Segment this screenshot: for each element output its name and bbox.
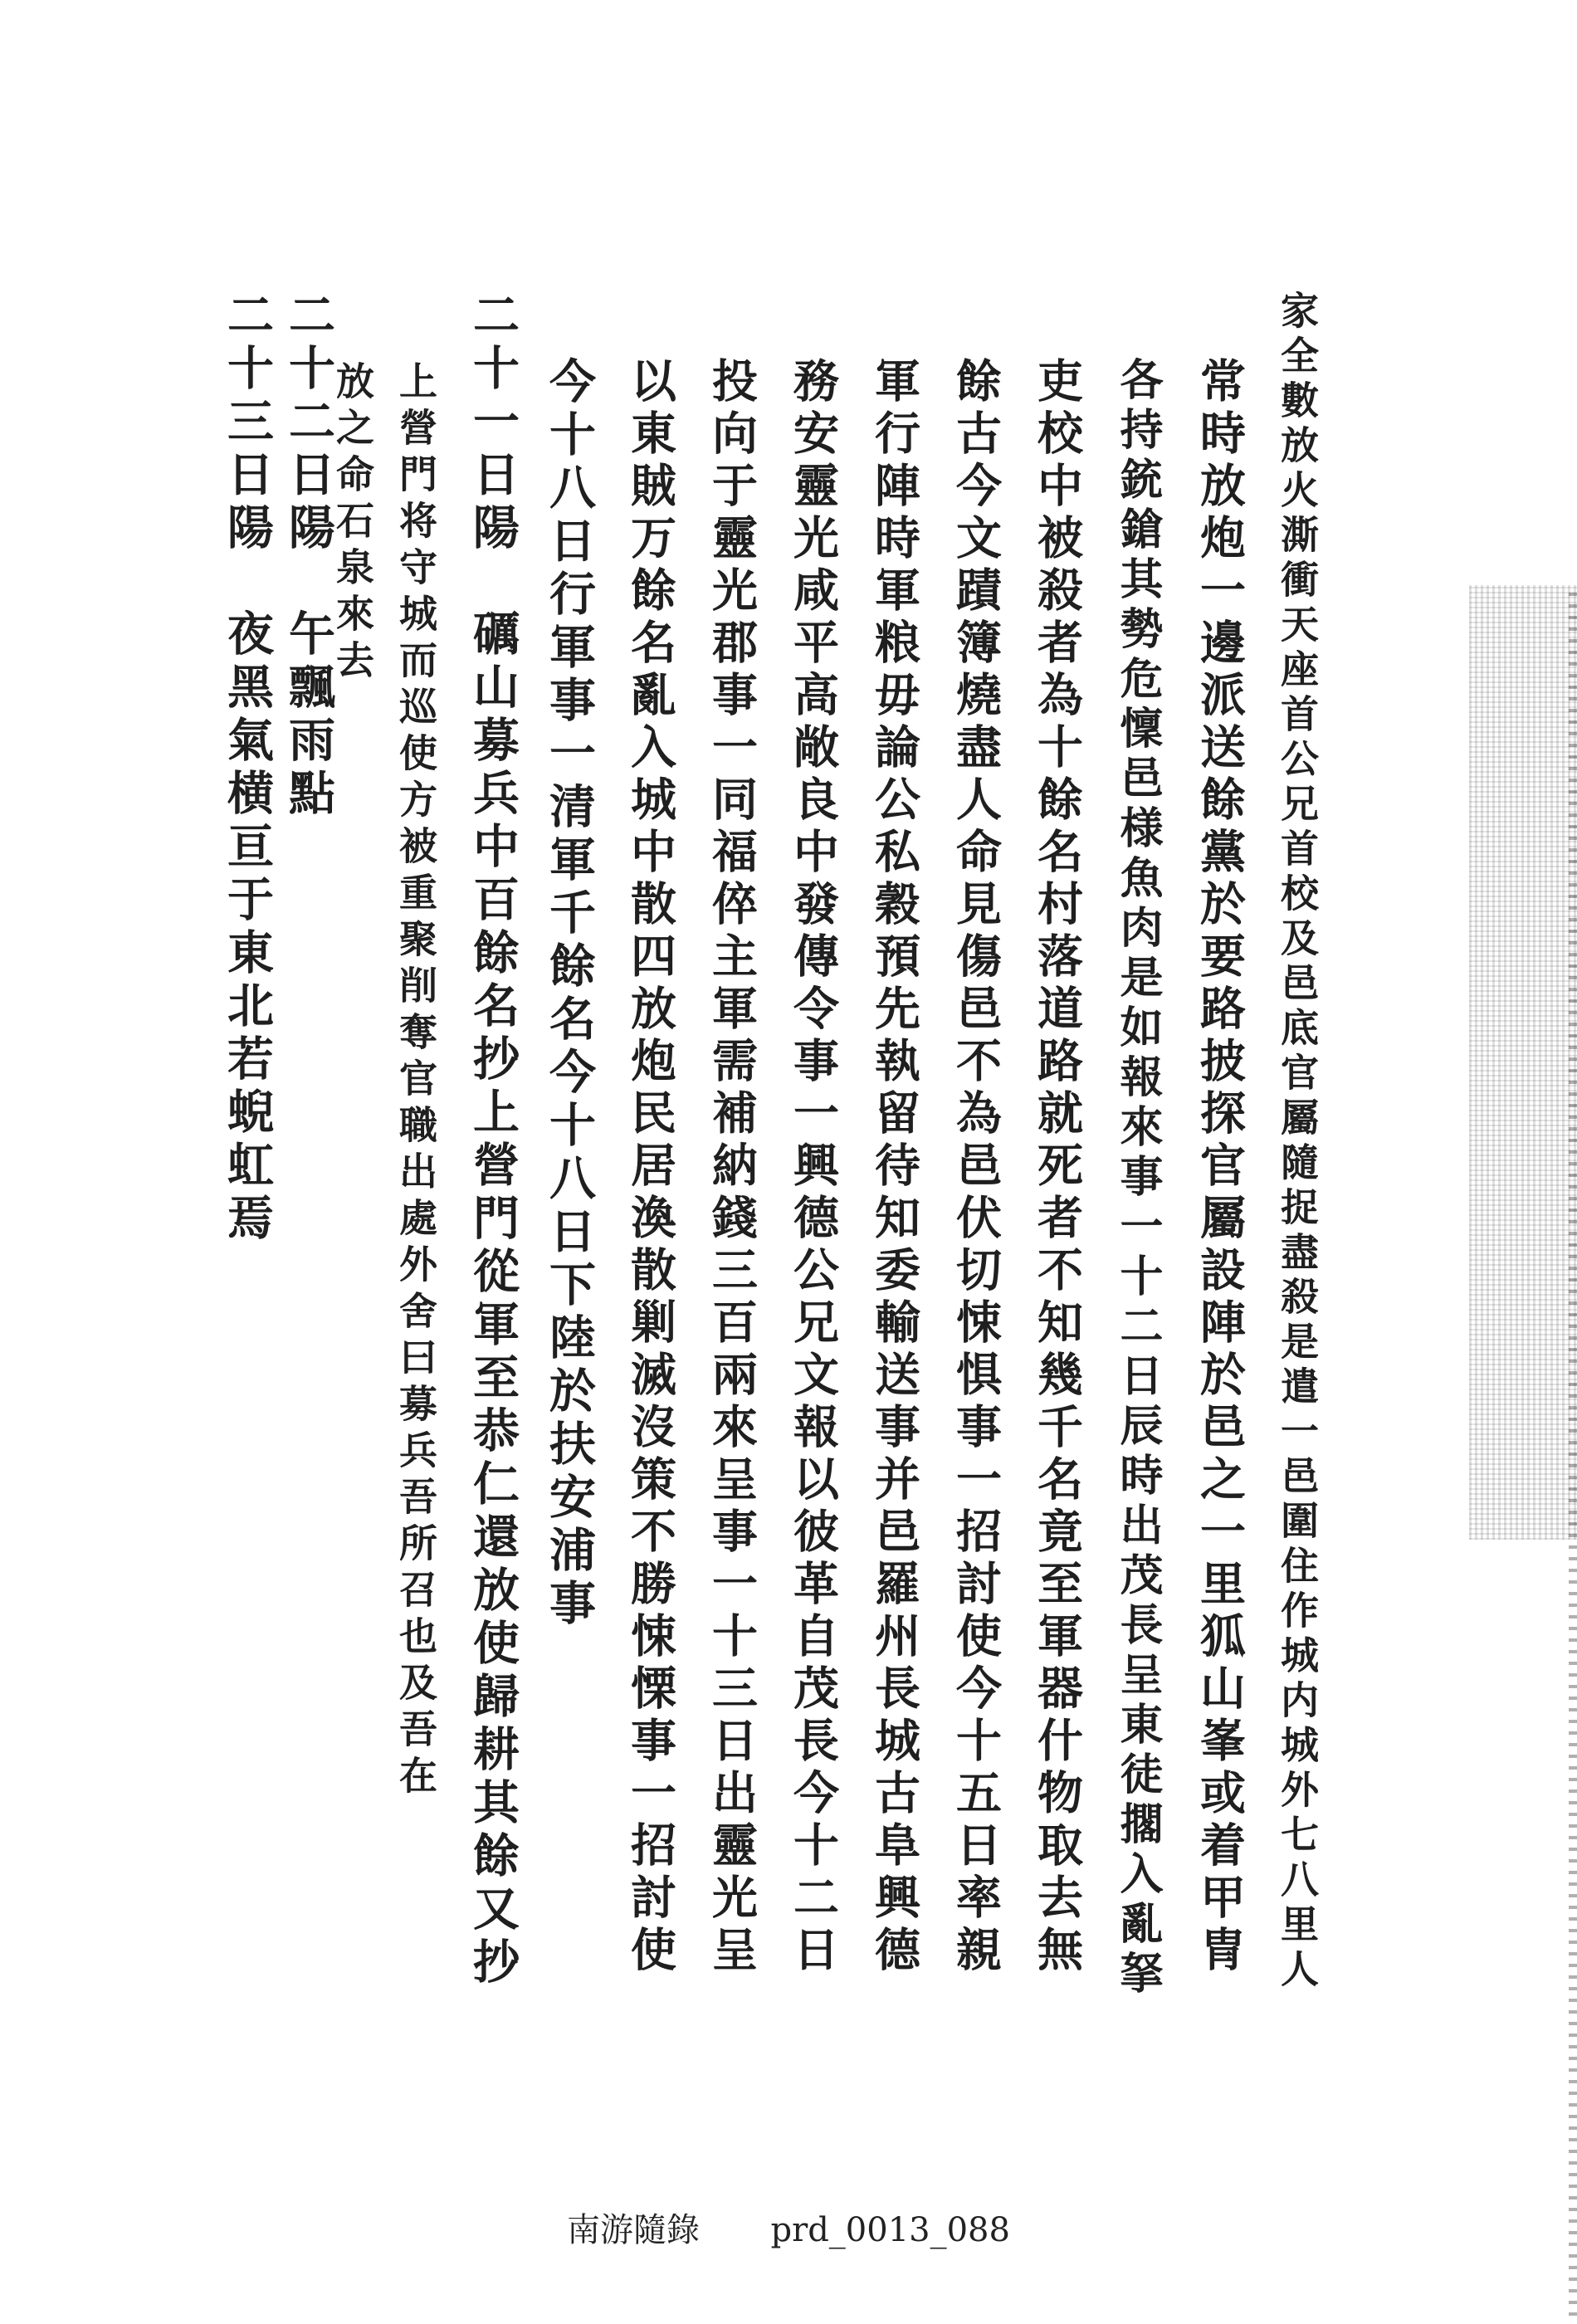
footer-title: 南游隨錄: [567, 2211, 701, 2249]
text-column-10: 今十八日行軍事一清軍千餘名今十八日下陸於扶安浦事: [542, 357, 597, 1632]
page-footer: [0, 2204, 1577, 2251]
text-column-2: 常時放炮一邊派送餘黨於要路披探官屬設陣於邑之一里狐山峯或着甲冑: [1193, 357, 1247, 1978]
text-column-3: 各持銃鎗其勢危懍邑様魚肉是如報來事一十二日辰時出茂長呈東徒擱入亂拏: [1112, 357, 1163, 2000]
text-column-6: 軍行陣時軍粮毋論公私穀預先執留待知委輸送事并邑羅州長城古阜興德: [867, 357, 921, 1978]
text-column-11: 二十一日陽 礪山募兵中百餘名抄上營門從軍至恭仁還放使歸耕其餘又抄: [466, 290, 520, 1990]
text-column-8: 投向于靈光郡事一同福倅主軍需補納錢三百兩來呈事一十三日出靈光呈: [705, 357, 759, 1978]
scan-smudge: [1469, 585, 1577, 1540]
text-column-5: 餘古今文蹟簿燒盡人命見傷邑不為邑伏切悚惧事一招討使今十五日率親: [949, 357, 1003, 1978]
text-column-12: 上營門将守城而巡使方被重聚削奪官職出處外舍曰募兵吾所召也及吾在: [393, 361, 438, 1802]
text-column-14: 二十二日陽 午飄雨點: [281, 290, 336, 822]
text-column-4: 吏校中被殺者為十餘名村落道路就死者不知幾千名竟至軍器什物取去無: [1030, 357, 1084, 1978]
text-column-7: 務安靈光咸平高敞良中發傳令事一興德公兄文報以彼革自茂長今十二日: [786, 357, 840, 1978]
text-column-13: 放之命石泉來去: [330, 361, 375, 686]
text-column-15: 二十三日陽 夜黑氣横亘于東北若蜺虹焉: [220, 290, 275, 1247]
scan-edge: [1569, 589, 1577, 2316]
text-column-9: 以東賊万餘名亂入城中散四放炮民居渙散剿滅沒策不勝悚慄事一招討使: [623, 357, 677, 1978]
manuscript-scan: [220, 290, 1386, 2050]
text-column-1: 家全數放火澌衝天座首公兄首校及邑底官屬隨捉盡殺是遣一邑圍住作城内城外七八里人: [1275, 290, 1320, 1994]
footer-code: prd_0013_088: [770, 2211, 1010, 2249]
